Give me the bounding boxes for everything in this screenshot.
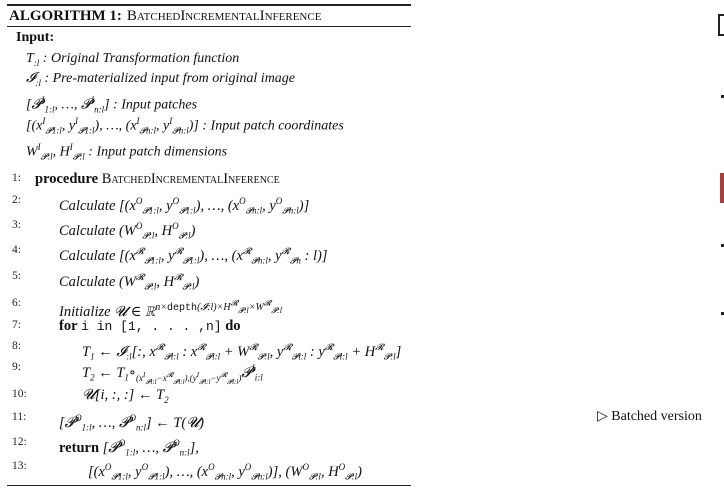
- line-number: 11:: [12, 411, 27, 423]
- line-text: $T_1$ ← 𝓘$_{:l}$[:, $x^𝓡_{𝓟i:l}$ : $x^𝓡_{𝓟i:l} + W^𝓡_{𝓟:l}$, $y^𝓡_{𝓟i:l}$ : $y^𝓡_{𝓟i:l} + H^𝓡_{𝓟:l}$]: [82, 342, 402, 362]
- input-item-patches: [𝓟$^I_{1:l}$, …, 𝓟$^I_{n:l}$] : Input patches: [26, 95, 198, 115]
- algo-line: [0, 190, 724, 216]
- line-number: 3:: [12, 219, 21, 231]
- line-text: $T_2$ ← $T_1\circ_{(x^I_{𝓟i:l}-x^𝓡_{𝓟i:l}),(y^I_{𝓟i:l}-y^𝓡_{𝓟i:l})}𝓟^I_{i:l}$: [82, 363, 263, 386]
- line-text: Calculate ($W^𝓡_{𝓟:l}$, $H^𝓡_{𝓟:l}$): [59, 272, 200, 292]
- line-number: 5:: [12, 270, 21, 282]
- line-number: 12:: [12, 436, 27, 448]
- input-item-prematerialized: 𝓘$_{:l}$ : Pre-materialized input from original image: [26, 71, 296, 88]
- line-number: 13:: [12, 460, 27, 472]
- algo-line: [0, 215, 724, 241]
- line-text: for i in [1, . . . ,n] do: [59, 318, 241, 334]
- algo-line: [0, 384, 724, 406]
- line-text: procedure BatchedIncrementalInference: [35, 171, 280, 187]
- algo-line: [0, 432, 724, 458]
- algo-line: [0, 456, 724, 482]
- line-number: 2:: [12, 194, 21, 206]
- line-text: return [𝓟$^O_{1:l}$, …, 𝓟$^O_{n:l}$],: [59, 438, 199, 458]
- algorithm-heading: ALGORITHM 1:: [9, 8, 122, 24]
- bottom-rule: [7, 485, 411, 486]
- algo-line: [0, 240, 724, 266]
- line-number: 9:: [12, 361, 21, 373]
- line-text: Calculate [($x^O_{𝓟1:l}$, $y^O_{𝓟1:l}$), …, ($x^O_{𝓟n:l}$, $y^O_{𝓟n:l}$)]: [59, 196, 310, 216]
- line-number: 1:: [12, 172, 21, 184]
- line-text: Initialize 𝓤 ∈ ℝ$^{n\times depth(𝓘:l)\times H^𝓡_{𝓟:l}\times W^𝓡_{𝓟:l}}$: [59, 299, 282, 321]
- input-item-transformation: $T_{:l}$ : Original Transformation function: [26, 51, 240, 68]
- line-text: Calculate ($W^O_{𝓟:l}$, $H^O_{𝓟:l}$): [59, 221, 196, 241]
- title-rule: [7, 26, 411, 27]
- line-text: [($x^O_{𝓟1:l}$, $y^O_{𝓟1:l}$), …, ($x^O_{𝓟n:l}$, $y^O_{𝓟n:l}$)], ($W^O_{𝓟:l}$, $H^O_{𝓟:l}$): [88, 462, 363, 482]
- algo-line: [0, 336, 724, 362]
- line-text: Calculate [($x^𝓡_{𝓟1:l}$, $y^𝓡_{𝓟1:l}$), …, ($x^𝓡_{𝓟n:l}$, $y^𝓡_{𝓟n}$ : l)]: [59, 246, 328, 266]
- algorithm-name: BatchedIncrementalInference: [126, 8, 322, 24]
- algo-line: [0, 315, 724, 337]
- line-number: 10:: [12, 388, 27, 400]
- line-text: [𝓟$^O_{1:l}$, …, 𝓟$^O_{n:l}$] ← T(𝓤): [59, 413, 204, 433]
- line-text: 𝓤[i, :, :] ← $T_2$: [82, 387, 169, 405]
- line-number: 4:: [12, 244, 21, 256]
- algo-line: [0, 293, 724, 321]
- batched-version-comment: ▷ Batched version: [597, 409, 702, 424]
- input-item-dimensions: $W^I_{𝓟:l}$, $H^I_{𝓟:l}$ : Input patch dimensions: [26, 142, 228, 162]
- algo-line: [0, 168, 724, 190]
- input-item-coordinates: [($x^I_{𝓟1:l}$, $y^I_{𝓟1:l}$), …, ($x^I_{𝓟n:l}$, $y^I_{𝓟n:l}$)] : Input patch coordinates: [26, 116, 344, 136]
- line-number: 7:: [12, 319, 21, 331]
- algo-line: [0, 266, 724, 292]
- edge-fragment: [718, 14, 724, 36]
- line-number: 6:: [12, 297, 21, 309]
- input-label: Input:: [16, 30, 55, 45]
- edge-red-fragment: [720, 173, 724, 203]
- line-number: 8:: [12, 340, 21, 352]
- algo-line: [0, 357, 724, 386]
- algorithm-title: [9, 6, 321, 26]
